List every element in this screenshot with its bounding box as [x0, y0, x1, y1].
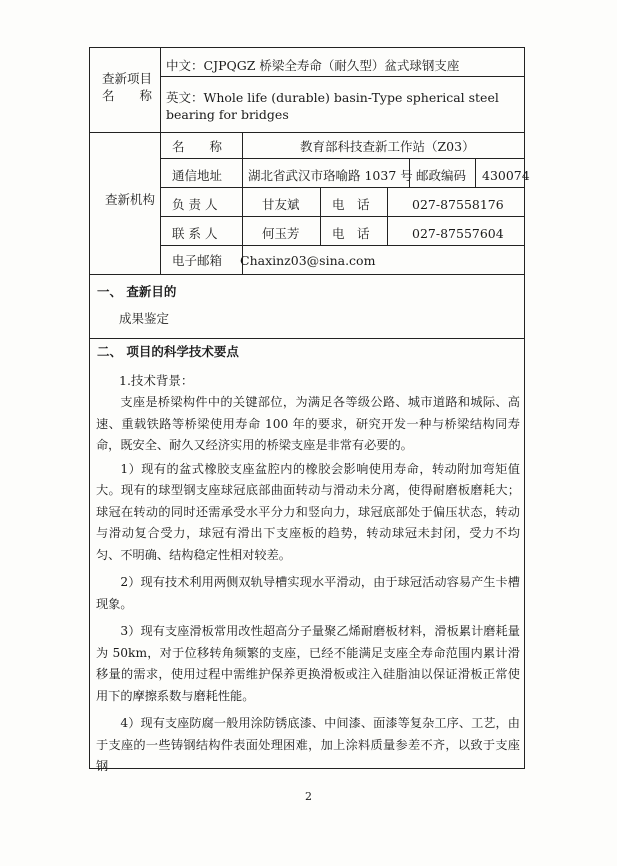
- head-value: 甘友斌: [262, 197, 300, 212]
- head-phone-label: 电 话: [332, 197, 370, 212]
- head-label: 负 责 人: [172, 197, 218, 212]
- org-label: 查新机构: [105, 192, 156, 207]
- contact-phone-label: 电 话: [332, 226, 370, 241]
- name-label: 名 称: [172, 139, 223, 154]
- section2-body: [96, 392, 520, 778]
- page-number: 2: [305, 790, 312, 803]
- address-value: 湖北省武汉市珞喻路 1037 号: [248, 168, 413, 183]
- rule-label-col: [160, 48, 161, 274]
- rule-head: [160, 216, 524, 217]
- name-value: 教育部科技查新工作站（Z03）: [300, 139, 475, 154]
- rule-postcode-right: [475, 158, 476, 187]
- contact-value: 何玉芳: [262, 226, 300, 241]
- rule-name: [160, 158, 524, 159]
- rule-phone-col: [387, 187, 388, 245]
- paragraph-point-1: 1）现有的盆式橡胶支座盆腔内的橡胶会影响使用寿命，转动附加弯矩值大。现有的球型钢支座球冠底部曲面转动与滑动未分离，使得耐磨板磨耗大；球冠在转动的同时还需承受水平分力和竖向力，球冠底部处于偏压状态，转动与滑动复合受力，球冠有滑出下支座板的趋势，转动球冠未封闭，受力不均匀、不明确、结构稳定性相对较差。: [96, 461, 520, 562]
- paragraph-point-4: 4）现有支座防腐一般用涂防锈底漆、中间漆、面漆等复杂工序、工艺，由于支座的一些铸钢结构件表面处理困难，加上涂料质量参差不齐，以致于支座钢: [96, 716, 520, 773]
- rule-address: [160, 187, 524, 188]
- section2-subheading: 1.技术背景：: [119, 373, 194, 388]
- cn-title: 中文：CJPQGZ 桥梁全寿命（耐久型）盆式球钢支座: [166, 58, 460, 73]
- rule-value-col: [320, 187, 321, 245]
- rule-cn-en: [160, 76, 524, 77]
- en-title: 英文：Whole life (durable) basin-Type spherical steel bearing for bridges: [166, 90, 499, 122]
- email-value: Chaxinz03@sina.com: [240, 253, 376, 268]
- section1-content: 成果鉴定: [119, 311, 170, 326]
- contact-phone-value: 027-87557604: [412, 226, 504, 241]
- rule-section1-bottom: [90, 338, 524, 339]
- head-phone-value: 027-87558176: [412, 197, 504, 212]
- section2-heading: 二、 项目的科学技术要点: [97, 344, 239, 359]
- rule-org-bottom: [90, 274, 524, 275]
- rule-project-bottom: [90, 132, 524, 133]
- paragraph-background: 支座是桥梁构件中的关键部位，为满足各等级公路、城市道路和城际、高速、重载铁路等桥梁使用寿命 100 年的要求，研究开发一种与桥梁结构同寿命，既安全、耐久又经济实用的桥梁支座是非常有必要的。: [96, 395, 520, 452]
- email-label: 电子邮箱: [172, 253, 223, 268]
- paragraph-point-2: 2）现有技术利用两侧双轨导槽实现水平滑动，由于球冠活动容易产生卡槽现象。: [96, 575, 520, 611]
- contact-label: 联 系 人: [172, 226, 218, 241]
- postcode-value: 430074: [482, 168, 530, 183]
- rule-contact: [160, 245, 524, 246]
- section1-heading: 一、 查新目的: [97, 284, 177, 299]
- paragraph-point-3: 3）现有支座滑板常用改性超高分子量聚乙烯耐磨板材料，滑板累计磨耗量为 50km，对于位移转角频繁的支座，已经不能满足支座全寿命范围内累计滑移量的需求，使用过程中需维护保养更换滑板或注入硅脂油以保证滑板正常使用下的摩擦系数与磨耗性能。: [96, 624, 520, 703]
- project-name-label: 查新项目名 称: [101, 71, 152, 103]
- address-label: 通信地址: [172, 168, 223, 183]
- postcode-label: 邮政编码: [416, 168, 467, 183]
